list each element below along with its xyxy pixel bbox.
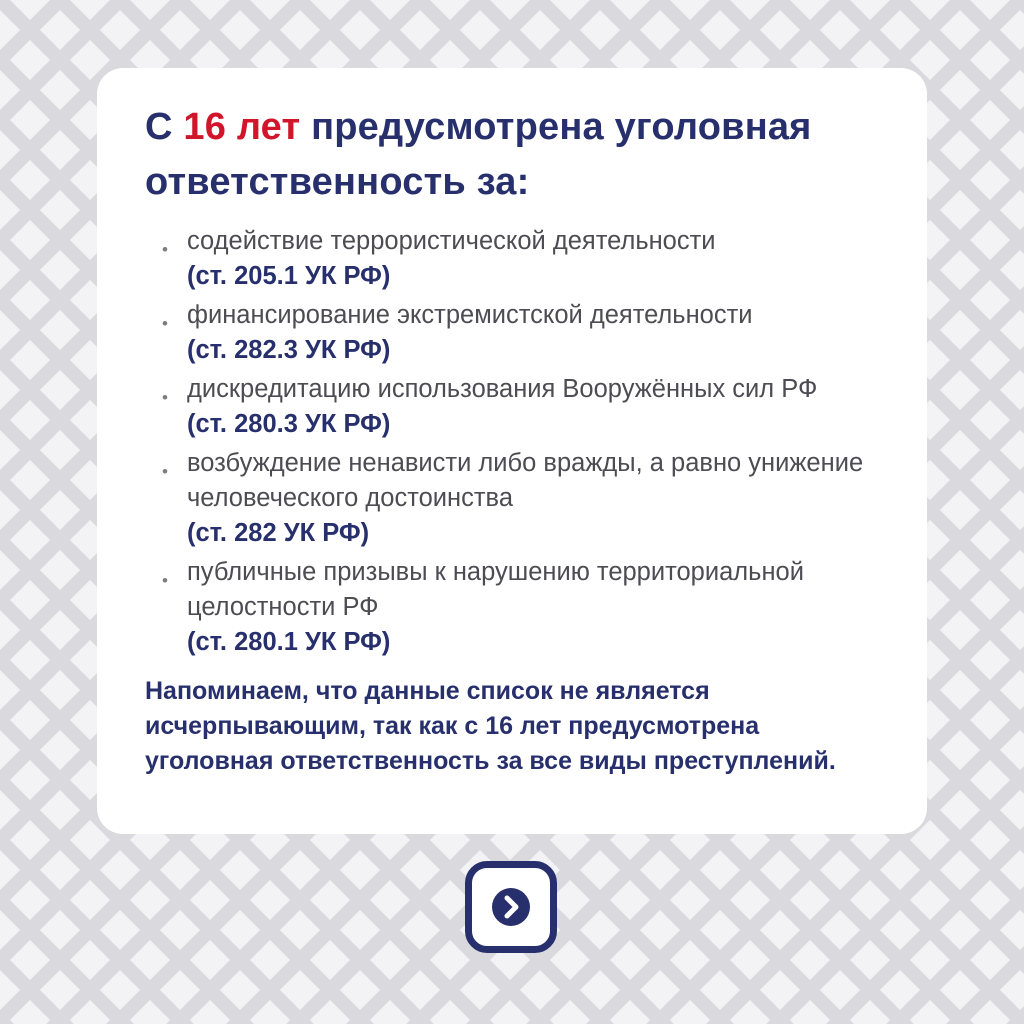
page-title — [145, 100, 905, 210]
item-text: содействие террористической деятельности — [187, 227, 716, 255]
list-item — [160, 298, 880, 368]
chevron-right-icon — [472, 868, 550, 946]
list-item — [160, 555, 880, 660]
list-item — [160, 224, 880, 294]
item-reference: (ст. 205.1 УК РФ) — [187, 262, 391, 290]
list-item — [160, 372, 880, 442]
title-suffix: предусмотрена уголовная ответственность за: — [145, 106, 812, 203]
offense-list — [160, 224, 880, 664]
list-item — [160, 446, 880, 551]
item-reference: (ст. 282 УК РФ) — [187, 519, 370, 547]
item-text: публичные призывы к нарушению территориальной целостности РФ — [187, 558, 804, 621]
item-text: дискредитацию использования Вооружённых сил РФ — [187, 375, 818, 403]
item-text: возбуждение ненависти либо вражды, а равно унижение человеческого достоинства — [187, 449, 864, 512]
bullet-icon: • — [162, 571, 168, 590]
item-reference: (ст. 282.3 УК РФ) — [187, 336, 391, 364]
title-accent: 16 лет — [183, 106, 301, 148]
reminder-note: Напоминаем, что данные список не является исчерпывающим, так как с 16 лет предусмотрена уголовная ответственность за все виды преступлений. — [145, 677, 836, 775]
next-button[interactable] — [465, 861, 557, 953]
bullet-icon: • — [162, 388, 168, 407]
bullet-icon: • — [162, 240, 168, 259]
item-reference: (ст. 280.3 УК РФ) — [187, 410, 391, 438]
bullet-icon: • — [162, 314, 168, 333]
item-text: финансирование экстремистской деятельности — [187, 301, 753, 329]
title-prefix: С — [145, 106, 184, 148]
item-reference: (ст. 280.1 УК РФ) — [187, 628, 391, 656]
bullet-icon: • — [162, 462, 168, 481]
